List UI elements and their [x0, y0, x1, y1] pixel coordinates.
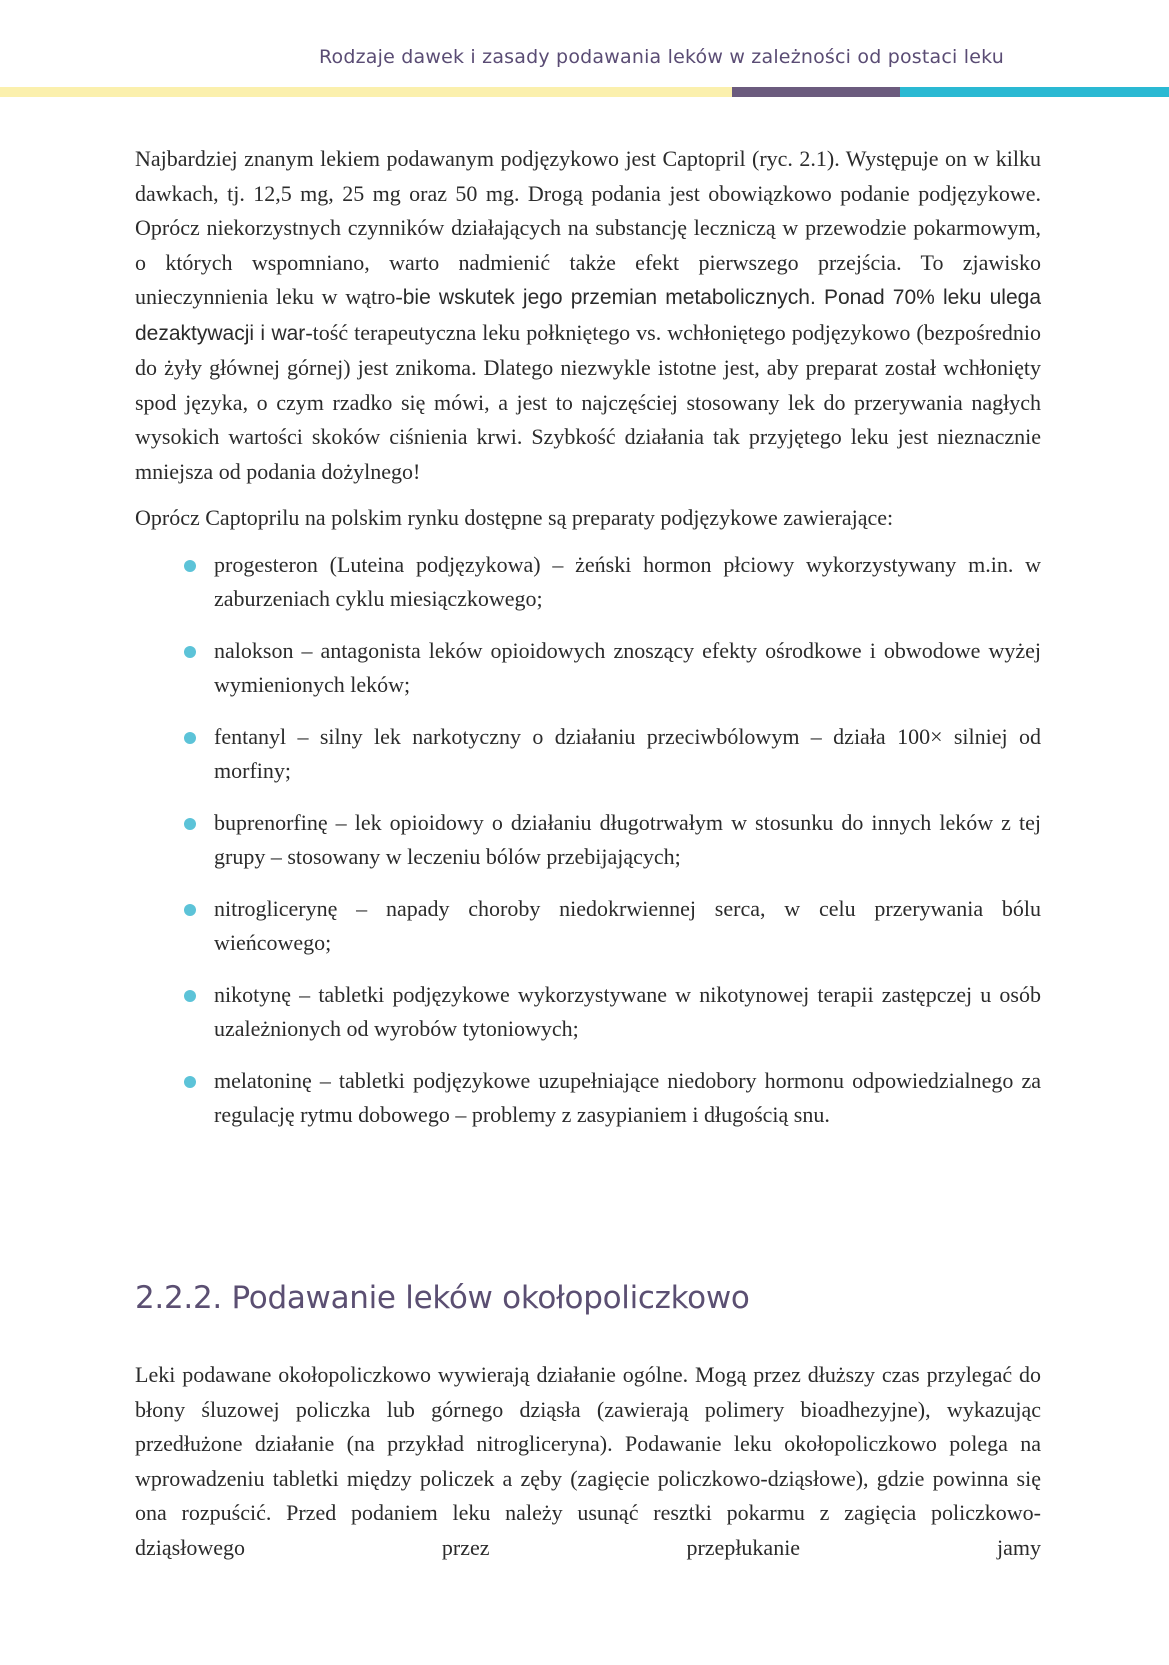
paragraph-captopril-part-2: bie wskutek jego przemian metabolicznych. Ponad 70% leku ulega dezaktywacji i war — [135, 286, 1042, 345]
bullet-dot-icon — [184, 646, 196, 658]
section-paragraph: Leki podawane okołopoliczkowo wywierają działanie ogólne. Mogą przez dłuższy czas przylegać do błony śluzowej policzka lub górnego dziąsła (zawierają polimery bioadhezyjne), wykazując przedłużone działanie (na przykład nitrogliceryna). Podawanie leku okołopoliczkowo polega na wprowadzeniu tabletki między policzek a zęby (zagięcie policzkowo-dziąsłowe), gdzie powinna się ona rozpuścić. Przed podaniem leku należy usunąć resztki pokarmu z zagięcia policzkowo-dziąsłowego przez przepłukanie jamy — [135, 1362, 1041, 1560]
list-item — [135, 892, 1041, 961]
list-item — [135, 634, 1041, 703]
bullet-dot-icon — [184, 990, 196, 1002]
list-item-text: nalokson – antagonista leków opioidowych znoszący efekty ośrodkowe i obwodowe wyżej wymienionych leków; — [214, 637, 1041, 697]
sublingual-drug-list — [135, 548, 1041, 1133]
list-item-text: nikotynę – tabletki podjęzykowe wykorzystywane w nikotynowej terapii zastępczej u osób uzależnionych od wyrobów tytoniowych; — [214, 981, 1041, 1041]
bullet-dot-icon — [184, 818, 196, 830]
paragraph-captopril-part-1: Najbardziej znanym lekiem podawanym podjęzykowo jest Captopril (ryc. 2.1). Występuje on w kilku dawkach, tj. 12,5 mg, 25 mg oraz 50 mg. Drogą podania jest obowiązkowo podanie podjęzykowe. Oprócz niekorzystnych czynników działających na substancję leczniczą w przewodzie pokarmowym, o których wspomniano, warto nadmienić także efekt pierwszego przejścia. To zjawisko unieczynnienia leku w wątro — [135, 146, 1041, 309]
header-bar-yellow — [0, 87, 732, 97]
main-content — [135, 142, 1041, 1150]
list-item-text: melatoninę – tabletki podjęzykowe uzupełniające niedobory hormonu odpowiedzialnego za regulację rytmu dobowego – problemy z zasypianiem i długością snu. — [214, 1067, 1041, 1127]
bullet-dot-icon — [184, 732, 196, 744]
list-item-text: fentanyl – silny lek narkotyczny o działaniu przeciwbólowym – działa 100× silniej od morfiny; — [214, 723, 1041, 783]
list-item — [135, 978, 1041, 1047]
bullet-dot-icon — [184, 904, 196, 916]
bullet-dot-icon — [184, 560, 196, 572]
section-heading: 2.2.2. Podawanie leków okołopoliczkowo — [135, 1280, 750, 1316]
list-item-text: buprenorfinę – lek opioidowy o działaniu długotrwałym w stosunku do innych leków z tej grupy – stosowany w leczeniu bólów przebijających; — [214, 809, 1041, 869]
header-bar-cyan — [900, 87, 1169, 97]
list-item-text: nitroglicerynę – napady choroby niedokrwiennej serca, w celu przerywania bólu wieńcowego; — [214, 895, 1041, 955]
list-item — [135, 548, 1041, 617]
running-header-title: Rodzaje dawek i zasady podawania leków w zależności od postaci leku — [319, 46, 1004, 68]
paragraph-captopril-part-3: tość terapeutyczna leku połkniętego vs. wchłoniętego podjęzykowo (bezpośrednio do żyły głównej górnej) jest znikoma. Dlatego niezwykle istotne jest, aby preparat został wchłonięty spod języka, o czym rzadko się mówi, a jest to najczęściej stosowany lek do przerywania nagłych wysokich wartości skoków ciśnienia krwi. Szybkość działania tak przyjętego leku jest nieznacznie mniejsza od podania dożylnego! — [135, 319, 1041, 484]
bullet-dot-icon — [184, 1076, 196, 1088]
list-item — [135, 1064, 1041, 1133]
list-item-text: progesteron (Luteina podjęzykowa) – żeński hormon płciowy wykorzystywany m.in. w zaburzeniach cyklu miesiączkowego; — [214, 551, 1041, 611]
header-bar-purple — [732, 87, 900, 97]
list-item — [135, 806, 1041, 875]
list-intro: Oprócz Captoprilu na polskim rynku dostępne są preparaty podjęzykowe zawierające: — [135, 505, 894, 530]
paragraph-captopril: Najbardziej znanym lekiem podawanym podjęzykowo jest Captopril (ryc. 2.1). Występuje on w kilku dawkach, tj. 12,5 mg, 25 mg oraz 50 mg. Drogą podania jest obowiązkowo podanie podjęzykowe. Oprócz niekorzystnych czynników działających na substancję leczniczą w przewodzie pokarmowym, o których wspomniano, warto nadmienić także efekt pierwszego przejścia. To zjawisko unieczynnienia leku w wątro-bie wskutek jego przemian metabolicznych. Ponad 70% leku ulega dezaktywacji i war-tość terapeutyczna leku połkniętego vs. wchłoniętego podjęzykowo (bezpośrednio do żyły głównej górnej) jest znikoma. Dlatego niezwykle istotne jest, aby preparat został wchłonięty spod języka, o czym rzadko się mówi, a jest to najczęściej stosowany lek do przerywania nagłych wysokich wartości skoków ciśnienia krwi. Szybkość działania tak przyjętego leku jest nieznacznie mniejsza od podania dożylnego! — [135, 146, 1042, 484]
list-item — [135, 720, 1041, 789]
